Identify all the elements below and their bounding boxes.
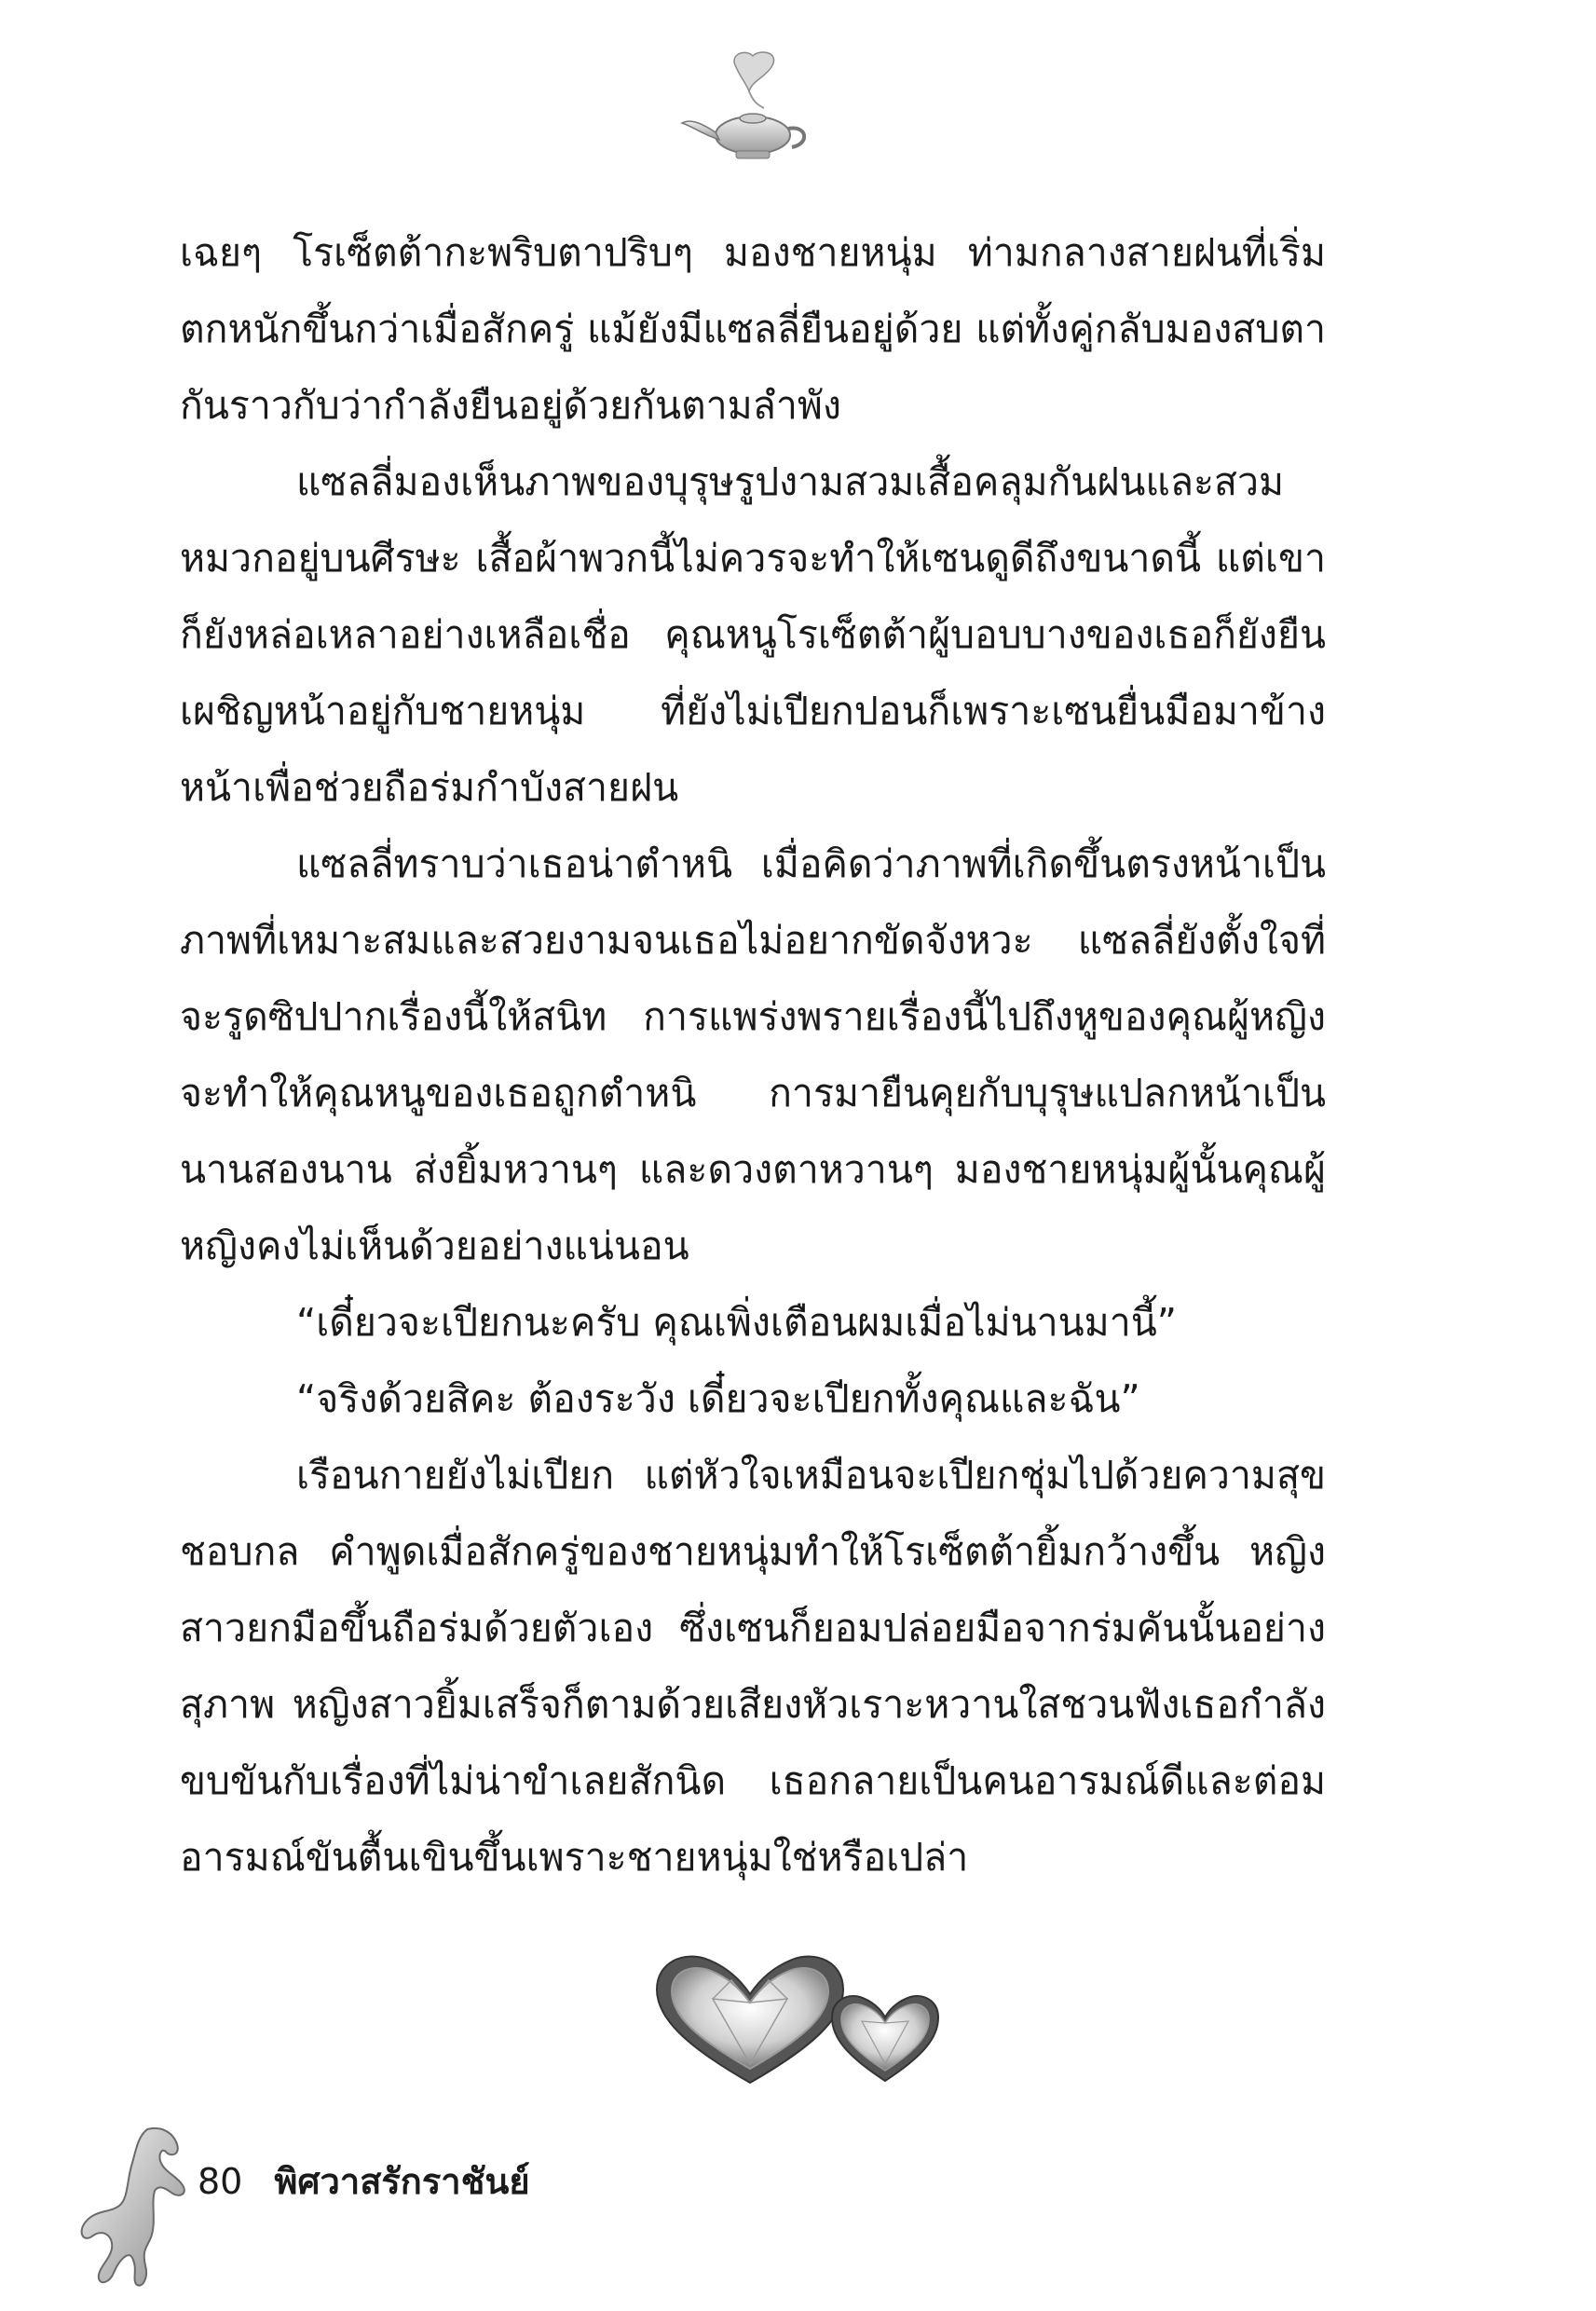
paragraph-1: เฉยๆ โรเซ็ตต้ากะพริบตาปริบๆ มองชายหนุ่ม ท่ามกลางสายฝนที่เริ่มตกหนักขึ้นกว่าเมื่อสักครู่ แม้ยังมีแซลลี่ยืนอยู่ด้วย แต่ทั้งคู่กลับมองสบตากันราวกับว่ากำลังยืนอยู่ด้วยกันตามลำพัง bbox=[180, 230, 1326, 428]
rearing-horse-icon bbox=[73, 2120, 194, 2297]
page-footer bbox=[198, 2153, 530, 2209]
dialogue-line-1: “เดี๋ยวจะเปียกนะครับ คุณเพิ่งเตือนผมเมื่อไม่นานมานี้” bbox=[296, 1300, 1177, 1345]
paragraph-3: แซลลี่ทราบว่าเธอน่าตำหนิ เมื่อคิดว่าภาพที่เกิดขึ้นตรงหน้าเป็นภาพที่เหมาะสมและสวยงามจนเธอไม่อยากขัดจังหวะ แซลลี่ยังตั้งใจที่จะรูดซิปปากเรื่องนี้ให้สนิท การแพร่งพรายเรื่องนี้ไปถึงหูของคุณผู้หญิงจะทำให้คุณหนูของเธอถูกตำหนิ การมายืนคุยกับบุรุษแปลกหน้าเป็นนานสองนาน ส่งยิ้มหวานๆ และดวงตาหวานๆ มองชายหนุ่มผู้นั้นคุณผู้หญิงคงไม่เห็นด้วยอย่างแน่นอน bbox=[180, 841, 1326, 1268]
page-number: 80 bbox=[198, 2161, 243, 2202]
magic-lamp-fairy-icon bbox=[671, 47, 820, 168]
paragraph-2: แซลลี่มองเห็นภาพของบุรุษรูปงามสวมเสื้อคลุมกันฝนและสวมหมวกอยู่บนศีรษะ เสื้อผ้าพวกนี้ไม่ควรจะทำให้เซนดูดีถึงขนาดนี้ แต่เขาก็ยังหล่อเหลาอย่างเหลือเชื่อ คุณหนูโรเซ็ตต้าผู้บอบบางของเธอก็ยังยืนเผชิญหน้าอยู่กับชายหนุ่ม ที่ยังไม่เปียกปอนก็เพราะเซนยื่นมือมาข้างหน้าเพื่อช่วยถือร่มกำบังสายฝน bbox=[180, 459, 1326, 810]
dialogue-line-2: “จริงด้วยสิคะ ต้องระวัง เดี๋ยวจะเปียกทั้งคุณและฉัน” bbox=[296, 1376, 1140, 1421]
diamond-hearts-icon bbox=[648, 1943, 946, 2092]
book-title: พิศวาสรักราชันย์ bbox=[274, 2161, 530, 2202]
chapter-body bbox=[180, 214, 1326, 1895]
paragraph-4: เรือนกายยังไม่เปียก แต่หัวใจเหมือนจะเปียกชุ่มไปด้วยความสุขชอบกล คำพูดเมื่อสักครู่ของชายหนุ่มทำให้โรเซ็ตต้ายิ้มกว้างขึ้น หญิงสาวยกมือขึ้นถือร่มด้วยตัวเอง ซึ่งเซนก็ยอมปล่อยมือจากร่มคันนั้นอย่างสุภาพ หญิงสาวยิ้มเสร็จก็ตามด้วยเสียงหัวเราะหวานใสชวนฟังเธอกำลังขบขันกับเรื่องที่ไม่น่าขำเลยสักนิด เธอกลายเป็นคนอารมณ์ดีและต่อมอารมณ์ขันตื้นเขินขึ้นเพราะชายหนุ่มใช่หรือเปล่า bbox=[180, 1453, 1326, 1880]
